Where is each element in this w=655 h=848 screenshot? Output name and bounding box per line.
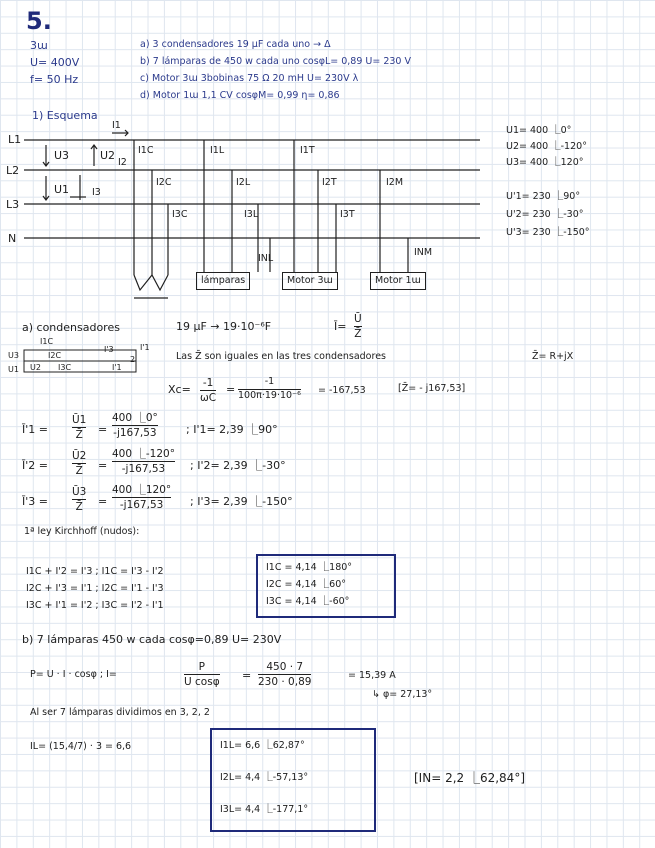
part-b-pformula: P= U · I · cosφ ; I= [30, 669, 117, 680]
pfrac-num2: 450 · 7 [266, 661, 304, 673]
mini-ip1b: I'1 [112, 363, 122, 372]
i1-frac2 [112, 412, 158, 439]
i2-num2: 400 ⎿-120° [112, 448, 175, 460]
xc-frac2 [238, 377, 301, 402]
label-i3: I3 [92, 187, 101, 198]
i3-res: ; I'3= 2,39 ⎿-150° [190, 495, 293, 508]
line-l3: L3 [6, 198, 20, 211]
load-motor3: Motor 3ɯ [282, 272, 338, 290]
xc-result: = -167,53 [318, 385, 366, 396]
item-a: a) 3 condensadores 19 μF cada uno → Δ [140, 39, 331, 50]
mini-i3c: I3C [58, 363, 72, 372]
voltage-u3: U3= 400 ⎿120° [506, 157, 584, 168]
part-a-cap: 19 μF → 19·10⁻⁶F [176, 320, 272, 333]
mini-i2c: I2C [48, 351, 62, 360]
z-result: [Z̄= - j167,53] [398, 383, 466, 394]
part-b-header: b) 7 lámparas 450 w cada cosφ=0,89 U= 230V [22, 633, 282, 646]
i2-num1: Ū2 [72, 450, 87, 462]
label-i3l: I3L [244, 209, 259, 220]
part-b-phi: ↳ φ= 27,13° [372, 689, 433, 700]
kirch-res-3: I3C = 4,14 ⎿-60° [266, 596, 350, 607]
item-d: d) Motor 1ɯ 1,1 CV cosφM= 0,99 η= 0,86 [140, 90, 340, 101]
i1-num2: 400 ⎿0° [112, 412, 158, 424]
xc-eq: = [226, 383, 236, 396]
i1-frac1 [72, 414, 86, 441]
load-lamparas: lámparas [196, 272, 250, 290]
given-phases: 3ɯ [30, 39, 48, 52]
i3-lhs: Ī'3 = [22, 495, 48, 508]
line-l1: L1 [8, 133, 22, 146]
i3-frac2 [112, 484, 171, 511]
kirch-res-1: I1C = 4,14 ⎿180° [266, 562, 353, 573]
ifrac-den: Z̄ [354, 328, 362, 341]
part-b-frac2 [258, 661, 311, 688]
problem-number: 5. [26, 7, 52, 35]
label-i1c: I1C [138, 145, 154, 156]
part-a-header: a) condensadores [22, 321, 120, 334]
part-a-ilhs: Ī= [334, 320, 347, 333]
voltage-up3: U'3= 230 ⎿-150° [506, 227, 590, 238]
item-b: b) 7 lámparas de 450 w cada uno cosφL= 0,89 U= 230 V [140, 56, 411, 67]
i1-eq: = [98, 423, 108, 436]
i1-num1: Ū1 [72, 414, 87, 426]
label-i2: I2 [118, 157, 127, 168]
mini-u3: U3 [8, 351, 19, 360]
given-voltage: U= 400V [30, 56, 80, 69]
part-b-note: Al ser 7 lámparas dividimos en 3, 2, 2 [30, 707, 210, 718]
part-b-res-3: I3L= 4,4 ⎿-177,1° [220, 804, 309, 815]
label-i1t: I1T [300, 145, 315, 156]
part-b-eq: = [242, 669, 252, 682]
xc-num2: -1 [264, 376, 275, 387]
i3-num2: 400 ⎿120° [112, 484, 172, 496]
i1-den1: Z̄ [75, 429, 83, 442]
label-i1l: I1L [210, 145, 225, 156]
pfrac-den: U cosφ [184, 676, 220, 689]
part-b-frac1 [184, 661, 220, 688]
label-i2t: I2T [322, 177, 337, 188]
part-b-res-1: I1L= 6,6 ⎿62,87° [220, 740, 305, 751]
i2-eq: = [98, 459, 108, 472]
mini-u1: U1 [8, 365, 19, 374]
label-i3c: I3C [172, 209, 188, 220]
i1-res: ; I'1= 2,39 ⎿90° [186, 423, 278, 436]
pfrac-num: P [198, 661, 205, 673]
i2-lhs: Ī'2 = [22, 459, 48, 472]
i3-frac1 [72, 486, 86, 513]
voltage-up2: U'2= 230 ⎿-30° [506, 209, 584, 220]
mini-ip3: I'3 [104, 345, 114, 354]
label-u1: U1 [54, 183, 70, 196]
line-n: N [8, 232, 17, 245]
voltage-u1: U1= 400 ⎿0° [506, 125, 572, 136]
line-l2: L2 [6, 164, 20, 177]
mini-ip1: I'1 [140, 343, 150, 352]
label-inm: INM [414, 247, 433, 258]
label-i3t: I3T [340, 209, 355, 220]
i3-eq: = [98, 495, 108, 508]
part-a-zgen: Z̄= R+jX [532, 351, 574, 362]
mini-2: 2 [130, 355, 136, 364]
label-i2m: I2M [386, 177, 404, 188]
ifrac-num: Ū [354, 313, 362, 325]
xc-lhs: Xc= [168, 383, 191, 396]
i1-lhs: Ī'1 = [22, 423, 48, 436]
label-i2c: I2C [156, 177, 172, 188]
part-b-result: = 15,39 A [348, 670, 396, 681]
mini-i1c: I1C [40, 337, 54, 346]
i2-frac2 [112, 448, 175, 475]
kirch-eq-1: I1C + I'2 = I'3 ; I1C = I'3 - I'2 [26, 566, 164, 577]
i2-den2: -j167,53 [121, 463, 166, 476]
part-b-res-2: I2L= 4,4 ⎿-57,13° [220, 772, 309, 783]
i2-den1: Z̄ [75, 465, 83, 478]
label-u2: U2 [100, 149, 116, 162]
i3-den2: -j167,53 [119, 499, 164, 512]
xc-den2: 100π·19·10⁻⁶ [238, 389, 301, 401]
xc-num1: -1 [202, 377, 214, 389]
i2-frac1 [72, 450, 86, 477]
xc-frac1 [200, 377, 216, 404]
voltage-u2: U2= 400 ⎿-120° [506, 141, 587, 152]
label-u3: U3 [54, 149, 70, 162]
load-motor1: Motor 1ɯ [370, 272, 426, 290]
label-inl: INL [258, 253, 274, 264]
kirch-eq-2: I2C + I'3 = I'1 ; I2C = I'1 - I'3 [26, 583, 164, 594]
part-a-note: Las Z̄ son iguales en las tres condensadores [176, 351, 386, 362]
kirchhoff-title: 1ª ley Kirchhoff (nudos): [24, 526, 140, 537]
kirch-res-2: I2C = 4,14 ⎿60° [266, 579, 346, 590]
label-i2l: I2L [236, 177, 251, 188]
section-esquema: 1) Esquema [32, 109, 98, 122]
mini-u2: U2 [30, 363, 41, 372]
i1-den2: -j167,53 [113, 427, 157, 440]
voltage-up1: U'1= 230 ⎿90° [506, 191, 581, 202]
label-i1: I1 [112, 120, 121, 131]
given-frequency: f= 50 Hz [30, 73, 79, 86]
i2-res: ; I'2= 2,39 ⎿-30° [190, 459, 286, 472]
i3-num1: Ū3 [72, 486, 87, 498]
part-b-in-result: [IN= 2,2 ⎿62,84°] [414, 771, 526, 785]
item-c: c) Motor 3ɯ 3bobinas 75 Ω 20 mH U= 230V λ [140, 73, 359, 84]
i3-den1: Z̄ [75, 501, 83, 514]
kirch-eq-3: I3C + I'1 = I'2 ; I3C = I'2 - I'1 [26, 600, 164, 611]
xc-den1: ωC [200, 392, 217, 405]
pfrac-den2: 230 · 0,89 [258, 676, 312, 689]
part-b-ilcalc: IL= (15,4/7) · 3 = 6,6 [30, 741, 132, 752]
